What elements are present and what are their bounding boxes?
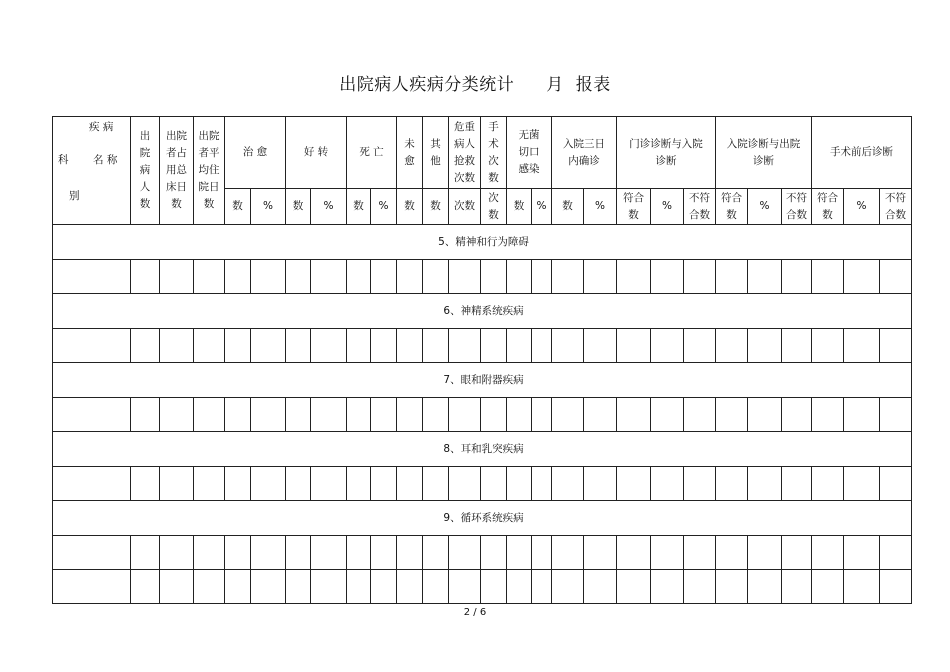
table-cell[interactable] xyxy=(844,398,880,432)
table-cell[interactable] xyxy=(286,260,311,294)
table-cell[interactable] xyxy=(481,398,507,432)
table-cell[interactable] xyxy=(584,536,617,570)
table-cell[interactable] xyxy=(286,536,311,570)
table-cell[interactable] xyxy=(160,570,194,604)
table-cell[interactable] xyxy=(880,570,912,604)
table-cell[interactable] xyxy=(160,260,194,294)
col-surgery: 手术次数 xyxy=(481,117,507,189)
corner-top: 疾 病 xyxy=(89,121,114,133)
table-row xyxy=(53,398,912,432)
col-avg-days: 出院者平均住院日数 xyxy=(194,117,225,225)
table-cell[interactable] xyxy=(481,570,507,604)
table-cell[interactable] xyxy=(225,467,251,501)
table-cell[interactable] xyxy=(397,260,423,294)
table-cell[interactable] xyxy=(552,570,584,604)
table-cell[interactable] xyxy=(782,536,812,570)
sub-percent: % xyxy=(844,189,880,225)
table-cell[interactable] xyxy=(371,398,397,432)
col-cured: 治 愈 xyxy=(225,117,286,189)
table-cell[interactable] xyxy=(716,398,748,432)
col-dx3: 入院三日内确诊 xyxy=(552,117,617,189)
table-cell[interactable] xyxy=(160,536,194,570)
section-label: 8、耳和乳突疾病 xyxy=(53,432,912,467)
table-cell[interactable] xyxy=(481,329,507,363)
table-cell[interactable] xyxy=(225,329,251,363)
table-cell[interactable] xyxy=(532,260,552,294)
table-cell[interactable] xyxy=(481,536,507,570)
table-cell[interactable] xyxy=(160,329,194,363)
sub-percent: % xyxy=(748,189,782,225)
table-cell[interactable] xyxy=(532,329,552,363)
table-cell[interactable] xyxy=(617,329,651,363)
col-inpatient-discharge: 入院诊断与出院诊断 xyxy=(716,117,812,189)
table-cell[interactable] xyxy=(286,570,311,604)
sub-count: 数 xyxy=(397,189,423,225)
col-outpatient-inpatient: 门诊诊断与入院诊断 xyxy=(617,117,716,189)
table-cell[interactable] xyxy=(651,260,684,294)
table-cell[interactable] xyxy=(131,467,160,501)
table-cell[interactable] xyxy=(617,536,651,570)
table-cell[interactable] xyxy=(748,570,782,604)
table-cell[interactable] xyxy=(584,467,617,501)
table-cell[interactable] xyxy=(844,536,880,570)
table-cell[interactable] xyxy=(748,398,782,432)
table-cell[interactable] xyxy=(617,467,651,501)
table-cell[interactable] xyxy=(251,467,286,501)
table-cell[interactable] xyxy=(617,260,651,294)
section-row xyxy=(53,432,912,467)
sub-match: 符合数 xyxy=(617,189,651,225)
table-cell[interactable] xyxy=(251,260,286,294)
table-cell[interactable] xyxy=(844,467,880,501)
table-cell[interactable] xyxy=(782,329,812,363)
table-cell[interactable] xyxy=(651,398,684,432)
table-cell[interactable] xyxy=(782,570,812,604)
table-cell[interactable] xyxy=(225,260,251,294)
table-cell[interactable] xyxy=(748,467,782,501)
table-body xyxy=(53,225,912,604)
table-cell[interactable] xyxy=(552,467,584,501)
table-cell[interactable] xyxy=(423,570,449,604)
table-cell[interactable] xyxy=(481,260,507,294)
table-cell[interactable] xyxy=(532,467,552,501)
corner-bottom: 别 xyxy=(69,190,80,202)
table-cell[interactable] xyxy=(684,467,716,501)
table-cell[interactable] xyxy=(449,329,481,363)
table-cell[interactable] xyxy=(716,467,748,501)
table-cell[interactable] xyxy=(507,260,532,294)
table-cell[interactable] xyxy=(194,570,225,604)
table-cell[interactable] xyxy=(552,260,584,294)
table-cell[interactable] xyxy=(194,536,225,570)
sub-percent: % xyxy=(311,189,347,225)
section-row xyxy=(53,294,912,329)
section-label: 9、循环系统疾病 xyxy=(53,501,912,536)
table-cell[interactable] xyxy=(311,260,347,294)
table-cell[interactable] xyxy=(844,329,880,363)
table-cell[interactable] xyxy=(194,260,225,294)
table-row xyxy=(53,260,912,294)
section-label: 5、精神和行为障碍 xyxy=(53,225,912,260)
table-cell[interactable] xyxy=(286,398,311,432)
table-cell[interactable] xyxy=(449,260,481,294)
section-label: 6、神精系统疾病 xyxy=(53,294,912,329)
sub-count: 数 xyxy=(286,189,311,225)
table-cell[interactable] xyxy=(812,329,844,363)
table-cell[interactable] xyxy=(651,329,684,363)
col-discharged: 出院病人数 xyxy=(131,117,160,225)
table-row xyxy=(53,329,912,363)
table-cell[interactable] xyxy=(532,536,552,570)
table-cell[interactable] xyxy=(53,467,131,501)
title-report: 报表 xyxy=(575,75,611,95)
table-cell[interactable] xyxy=(160,467,194,501)
col-infection: 无菌切口感染 xyxy=(507,117,552,189)
table-cell[interactable] xyxy=(347,536,371,570)
table-cell[interactable] xyxy=(131,260,160,294)
table-cell[interactable] xyxy=(552,536,584,570)
table-row xyxy=(53,467,912,501)
table-cell[interactable] xyxy=(449,536,481,570)
table-cell[interactable] xyxy=(423,398,449,432)
table-cell[interactable] xyxy=(53,260,131,294)
title-main: 出院病人疾病分类统计 xyxy=(339,75,515,95)
table-cell[interactable] xyxy=(449,398,481,432)
table-cell[interactable] xyxy=(131,329,160,363)
table-cell[interactable] xyxy=(552,329,584,363)
table-cell[interactable] xyxy=(782,260,812,294)
corner-mid-left: 科 xyxy=(58,154,69,166)
table-cell[interactable] xyxy=(507,467,532,501)
table-cell[interactable] xyxy=(397,329,423,363)
sub-times: 次数 xyxy=(481,189,507,225)
sub-percent: % xyxy=(371,189,397,225)
table-cell[interactable] xyxy=(131,398,160,432)
table-cell[interactable] xyxy=(225,570,251,604)
table-cell[interactable] xyxy=(225,398,251,432)
table-cell[interactable] xyxy=(449,467,481,501)
corner-header xyxy=(53,117,131,225)
table-cell[interactable] xyxy=(423,536,449,570)
table-cell[interactable] xyxy=(880,329,912,363)
table-cell[interactable] xyxy=(194,467,225,501)
sub-match: 符合数 xyxy=(812,189,844,225)
table-row xyxy=(53,570,912,604)
table-cell[interactable] xyxy=(481,467,507,501)
table-cell[interactable] xyxy=(251,570,286,604)
sub-percent: % xyxy=(532,189,552,225)
col-bed-days: 出院者占用总床日数 xyxy=(160,117,194,225)
table-cell[interactable] xyxy=(748,536,782,570)
table-cell[interactable] xyxy=(347,260,371,294)
col-critical: 危重病人抢救次数 xyxy=(449,117,481,189)
sub-mismatch: 不符合数 xyxy=(684,189,716,225)
table-cell[interactable] xyxy=(311,329,347,363)
section-label: 7、眼和附器疾病 xyxy=(53,363,912,398)
table-cell[interactable] xyxy=(449,570,481,604)
sub-count: 数 xyxy=(423,189,449,225)
table-cell[interactable] xyxy=(397,536,423,570)
table-cell[interactable] xyxy=(812,467,844,501)
table-cell[interactable] xyxy=(507,329,532,363)
table-cell[interactable] xyxy=(651,570,684,604)
table-cell[interactable] xyxy=(507,398,532,432)
sub-percent: % xyxy=(651,189,684,225)
table-cell[interactable] xyxy=(251,329,286,363)
table-cell[interactable] xyxy=(532,398,552,432)
table-cell[interactable] xyxy=(716,570,748,604)
table-cell[interactable] xyxy=(53,398,131,432)
table-cell[interactable] xyxy=(584,260,617,294)
table-cell[interactable] xyxy=(812,570,844,604)
table-cell[interactable] xyxy=(880,398,912,432)
table-cell[interactable] xyxy=(880,536,912,570)
sub-count: 数 xyxy=(225,189,251,225)
table-row xyxy=(53,536,912,570)
table-cell[interactable] xyxy=(716,329,748,363)
table-cell[interactable] xyxy=(812,260,844,294)
table-cell[interactable] xyxy=(812,398,844,432)
table-cell[interactable] xyxy=(347,398,371,432)
table-cell[interactable] xyxy=(552,398,584,432)
table-cell[interactable] xyxy=(782,398,812,432)
table-cell[interactable] xyxy=(844,260,880,294)
table-cell[interactable] xyxy=(311,398,347,432)
table-cell[interactable] xyxy=(782,467,812,501)
table-cell[interactable] xyxy=(423,329,449,363)
table-cell[interactable] xyxy=(347,467,371,501)
col-not-cured: 未愈 xyxy=(397,117,423,189)
table-cell[interactable] xyxy=(371,260,397,294)
table-cell[interactable] xyxy=(397,398,423,432)
section-row xyxy=(53,501,912,536)
table-cell[interactable] xyxy=(716,536,748,570)
table-cell[interactable] xyxy=(131,536,160,570)
table-cell[interactable] xyxy=(286,329,311,363)
sub-mismatch: 不符合数 xyxy=(782,189,812,225)
col-death: 死 亡 xyxy=(347,117,397,189)
corner-mid-right: 名 称 xyxy=(93,154,118,166)
table-cell[interactable] xyxy=(716,260,748,294)
sub-count: 数 xyxy=(507,189,532,225)
table-cell[interactable] xyxy=(584,329,617,363)
table-cell[interactable] xyxy=(311,536,347,570)
table-cell[interactable] xyxy=(397,467,423,501)
table-cell[interactable] xyxy=(286,467,311,501)
table-cell[interactable] xyxy=(371,536,397,570)
table-cell[interactable] xyxy=(194,398,225,432)
table-cell[interactable] xyxy=(53,536,131,570)
table-cell[interactable] xyxy=(423,467,449,501)
table-cell[interactable] xyxy=(684,260,716,294)
sub-match: 符合数 xyxy=(716,189,748,225)
table-cell[interactable] xyxy=(532,570,552,604)
col-other: 其他 xyxy=(423,117,449,189)
table-cell[interactable] xyxy=(160,398,194,432)
table-cell[interactable] xyxy=(371,467,397,501)
table-cell[interactable] xyxy=(251,398,286,432)
table-cell[interactable] xyxy=(251,536,286,570)
table-cell[interactable] xyxy=(131,570,160,604)
table-cell[interactable] xyxy=(371,329,397,363)
page-number: 2 / 6 xyxy=(463,607,487,618)
page-title xyxy=(0,70,950,95)
header-row-1 xyxy=(53,117,912,189)
table-cell[interactable] xyxy=(617,398,651,432)
table-cell[interactable] xyxy=(684,536,716,570)
sub-percent: % xyxy=(251,189,286,225)
table-cell[interactable] xyxy=(584,398,617,432)
sub-times: 次数 xyxy=(449,189,481,225)
table-cell[interactable] xyxy=(651,536,684,570)
table-cell[interactable] xyxy=(748,329,782,363)
col-improved: 好 转 xyxy=(286,117,347,189)
table-cell[interactable] xyxy=(812,536,844,570)
table-cell[interactable] xyxy=(584,570,617,604)
table-cell[interactable] xyxy=(311,570,347,604)
section-row xyxy=(53,225,912,260)
table-cell[interactable] xyxy=(880,467,912,501)
table-cell[interactable] xyxy=(347,329,371,363)
table-cell[interactable] xyxy=(684,329,716,363)
table-cell[interactable] xyxy=(194,329,225,363)
table-cell[interactable] xyxy=(423,260,449,294)
statistics-table xyxy=(52,116,912,604)
table-cell[interactable] xyxy=(53,329,131,363)
col-pre-post-surgery: 手术前后诊断 xyxy=(812,117,912,189)
table-cell[interactable] xyxy=(844,570,880,604)
table-cell[interactable] xyxy=(225,536,251,570)
sub-percent: % xyxy=(584,189,617,225)
title-month: 月 xyxy=(546,75,564,95)
section-row xyxy=(53,363,912,398)
table-cell[interactable] xyxy=(347,570,371,604)
table-cell[interactable] xyxy=(311,467,347,501)
table-cell[interactable] xyxy=(371,570,397,604)
table-cell[interactable] xyxy=(507,536,532,570)
table-cell[interactable] xyxy=(748,260,782,294)
table-cell[interactable] xyxy=(53,570,131,604)
table-cell[interactable] xyxy=(397,570,423,604)
sub-mismatch: 不符合数 xyxy=(880,189,912,225)
sub-count: 数 xyxy=(347,189,371,225)
table-cell[interactable] xyxy=(880,260,912,294)
table-cell[interactable] xyxy=(617,570,651,604)
table-cell[interactable] xyxy=(507,570,532,604)
sub-count: 数 xyxy=(552,189,584,225)
table-cell[interactable] xyxy=(684,570,716,604)
table-cell[interactable] xyxy=(684,398,716,432)
table-cell[interactable] xyxy=(651,467,684,501)
